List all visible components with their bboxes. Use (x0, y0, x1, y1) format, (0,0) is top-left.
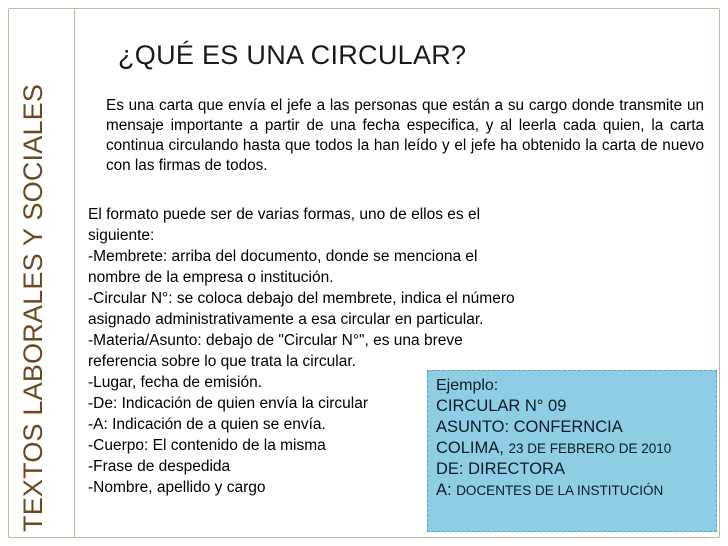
example-a (436, 480, 710, 501)
body-line: El formato puede ser de varias formas, uno de ellos es el (88, 206, 481, 223)
example-heading: Ejemplo: (436, 377, 499, 394)
example-de: DE: DIRECTORA (436, 460, 565, 478)
example-circular: CIRCULAR N° 09 (436, 397, 567, 415)
body-line: -A: Indicación de a quien se envía. (88, 416, 326, 433)
body-line: asignado administrativamente a esa circular en particular. (88, 311, 484, 328)
body-line: -Frase de despedida (88, 458, 231, 475)
left-divider (74, 8, 75, 538)
example-lugar: COLIMA, (436, 439, 504, 457)
example-fecha: 23 DE FEBRERO DE 2010 (508, 441, 672, 456)
example-lugar-fecha (436, 438, 710, 459)
body-line: -Materia/Asunto: debajo de "Circular N°", es una breve (88, 332, 463, 349)
body-line: -Nombre, apellido y cargo (88, 479, 266, 496)
body-line: -Lugar, fecha de emisión. (88, 374, 263, 391)
body-line: referencia sobre lo que trata la circular. (88, 353, 356, 370)
slide-title: ¿QUÉ ES UNA CIRCULAR? (118, 40, 467, 70)
example-a-text: DOCENTES DE LA INSTITUCIÓN (456, 483, 664, 498)
body-line: siguiente: (88, 227, 155, 244)
body-line: -Membrete: arriba del documento, donde se menciona el (88, 248, 478, 265)
body-line: -De: Indicación de quien envía la circular (88, 395, 369, 412)
example-box (427, 370, 717, 532)
body-line: nombre de la empresa o institución. (88, 269, 334, 286)
sidebar-title: TEXTOS LABORALES Y SOCIALES (18, 83, 48, 532)
example-asunto: ASUNTO: CONFERNCIA (436, 418, 623, 436)
definition-paragraph: Es una carta que envía el jefe a las personas que están a su cargo donde transmite un mensaje importante a partir de una fecha especifica, y al leerla cada quien, la carta continua circulando hasta que todos la han leído y el jefe ha obtenido la carta de nuevo con las firmas de todos. (106, 97, 704, 174)
body-line: -Cuerpo: El contenido de la misma (88, 437, 326, 454)
body-line: -Circular N°: se coloca debajo del membrete, indica el número (88, 290, 515, 307)
example-a-prefix: A: (436, 481, 452, 499)
